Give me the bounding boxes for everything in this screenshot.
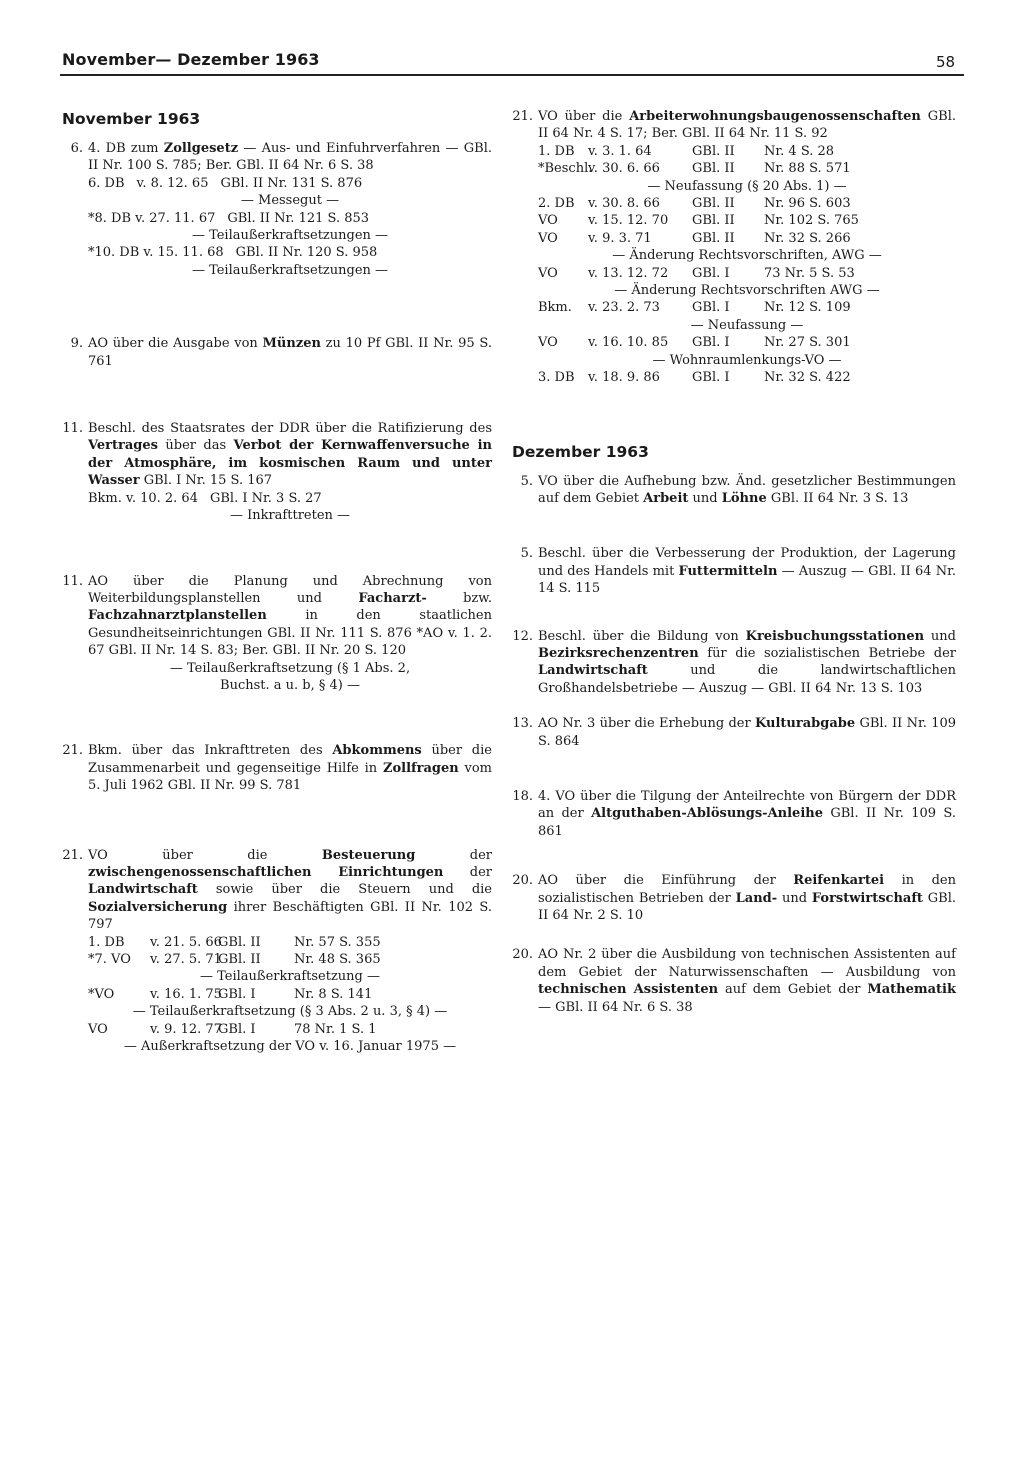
text-run: in den staatlichen Gesundheitseinrichtungen GBl. II Nr. 111 S. 876 *AO v. 1. 2. 67 GBl. II Nr. 14 S. 83; Ber. GBl. II Nr. 20 S. 120 <box>88 608 492 659</box>
amendment-cell: v. 9. 12. 77 <box>150 1021 222 1037</box>
entry-text <box>88 573 492 660</box>
text-run: der <box>443 864 492 880</box>
amendment-cell: v. 3. 1. 64 <box>588 143 652 159</box>
keyword: Bezirksrechenzentren <box>538 645 699 661</box>
amendment-cell: v. 21. 5. 66 <box>150 934 222 950</box>
amendment-cell: VO <box>538 213 558 229</box>
amendment-cell: v. 16. 10. 85 <box>588 335 669 351</box>
entry-amendments <box>88 490 492 525</box>
amendment-cell: GBl. I <box>692 370 730 386</box>
amendment-cell: VO <box>538 335 558 351</box>
amendment-note: Buchst. a u. b, § 4) — <box>220 677 360 693</box>
page-header-title: November— Dezember 1963 <box>62 50 320 69</box>
amendment-row <box>88 951 492 968</box>
text-run: und <box>688 490 722 506</box>
entry-text <box>88 140 492 175</box>
amendment-cell: Nr. 102 S. 765 <box>764 213 859 229</box>
keyword: Zollfragen <box>382 760 459 776</box>
register-entry <box>508 715 956 750</box>
text-run: — Auszug — GBl. II 64 Nr. 14 S. 115 <box>538 563 956 597</box>
entry-text <box>538 108 956 143</box>
keyword: Forstwirtschaft <box>811 890 923 906</box>
text-run: VO über die <box>538 109 630 124</box>
amendment-row <box>88 1021 492 1038</box>
register-entry <box>58 140 492 279</box>
keyword: Arbeiterwohnungsbaugenossenschaften <box>629 109 921 124</box>
text-run: Beschl. über die Bildung von <box>538 628 746 644</box>
amendment-note: — Neufassung (§ 20 Abs. 1) — <box>647 178 847 194</box>
amendment-cell: GBl. II <box>692 213 735 229</box>
keyword: Verbot der Kernwaffenversuche in der Atmosphäre, im kosmischen Raum und unter Wasser <box>88 438 492 489</box>
right-entry-list <box>508 473 956 1017</box>
text-run: sowie über die Steuern und die <box>197 882 492 898</box>
amendment-row <box>538 160 956 177</box>
entry-body <box>88 420 492 524</box>
amendment-cell: Nr. 4 S. 28 <box>764 143 835 159</box>
entry-day: 11. <box>62 421 83 437</box>
keyword: Land- <box>735 890 778 906</box>
entry-body <box>538 715 956 750</box>
amendment-cell: GBl. I <box>218 986 256 1002</box>
entry-text <box>538 715 956 750</box>
text-run: zu 10 Pf GBl. II Nr. 95 S. 761 <box>88 336 492 369</box>
register-entry <box>508 628 956 698</box>
keyword: Altguthaben-Ablösungs-Anleihe <box>591 806 823 822</box>
entry-body <box>88 335 492 370</box>
text-run: der <box>415 847 492 863</box>
text-run: bzw. <box>426 590 492 606</box>
text-run: 4. VO über die Tilgung der Anteilrechte von Bürgern der DDR an der <box>538 788 956 822</box>
amendment-cell: *7. VO <box>88 952 131 967</box>
text-run: über das <box>157 438 234 454</box>
entry-text <box>538 545 956 597</box>
register-entry <box>508 872 956 924</box>
amendment-cell: 1. DB <box>538 143 575 159</box>
amendment-cell: *8. DB v. 27. 11. 67 <box>88 210 216 226</box>
register-entry <box>58 742 492 794</box>
amendment-cell: 3. DB <box>538 370 575 386</box>
text-run: Bkm. über das Inkrafttreten des <box>88 743 333 759</box>
amendment-row <box>538 143 956 160</box>
keyword: Kreisbuchungsstationen <box>745 628 925 644</box>
amendment-note: — Teilaußerkraftsetzung (§ 3 Abs. 2 u. 3, § 4) — <box>132 1004 448 1020</box>
register-entry <box>58 335 492 370</box>
register-entry <box>508 108 956 387</box>
entry-text <box>88 742 492 794</box>
amendment-cell: Nr. 48 S. 365 <box>294 952 381 967</box>
entry-body <box>88 847 492 1056</box>
amendment-row <box>88 175 492 192</box>
text-run: AO über die Einführung der <box>538 873 794 889</box>
text-run: auf dem Gebiet der <box>718 982 868 998</box>
right-column <box>508 108 956 1016</box>
amendment-row <box>538 230 956 247</box>
keyword: Münzen <box>262 336 321 352</box>
entry-amendments <box>88 175 492 279</box>
amendment-cell: Nr. 57 S. 355 <box>294 934 381 950</box>
amendment-note: — Teilaußerkraftsetzungen — <box>191 228 389 244</box>
text-run: und die landwirtschaftlichen Großhandelsbetriebe — Auszug — GBl. II 64 Nr. 13 S. 103 <box>538 663 956 696</box>
entry-body <box>538 545 956 597</box>
amendment-row <box>538 369 956 386</box>
amendment-row <box>88 244 492 261</box>
page-number: 58 <box>936 53 956 71</box>
register-entry <box>508 946 956 1016</box>
amendment-note: — Teilaußerkraftsetzung (§ 1 Abs. 2, <box>169 660 411 676</box>
entry-text <box>538 788 956 840</box>
keyword: Zollgesetz <box>163 141 239 156</box>
entry-day: 5. <box>520 473 533 489</box>
keyword: Fachzahnarztplanstellen <box>88 608 267 624</box>
amendment-cell: 1. DB <box>88 934 125 950</box>
entry-body <box>88 742 492 794</box>
amendment-note: — Wohnraumlenkungs-VO — <box>652 352 842 368</box>
entry-day: 21. <box>62 847 83 863</box>
amendment-cell: VO <box>538 230 558 246</box>
text-run: — Aus- und Einfuhrverfahren — GBl. II Nr. 100 S. 785; Ber. GBl. II 64 Nr. 6 S. 38 <box>88 141 493 174</box>
text-run: Beschl. des Staatsrates der DDR über die Ratifizierung des <box>88 421 492 437</box>
text-run: AO über die Ausgabe von <box>88 336 263 352</box>
keyword: Vertrages <box>88 438 158 454</box>
amendment-cell: *VO <box>88 986 115 1002</box>
amendment-row <box>538 265 956 282</box>
amendment-cell: Bkm. <box>538 300 572 316</box>
amendment-cell: v. 9. 3. 71 <box>588 230 652 246</box>
entry-day: 12. <box>512 628 533 644</box>
amendment-cell: v. 8. 12. 65 <box>136 175 209 191</box>
text-run: und <box>777 890 812 906</box>
entry-body <box>538 473 956 508</box>
amendment-row <box>538 299 956 316</box>
entry-amendments <box>88 934 492 1056</box>
text-run: — GBl. II 64 Nr. 6 S. 38 <box>538 999 693 1015</box>
amendment-cell: Nr. 27 S. 301 <box>764 335 851 351</box>
amendment-cell: GBl. II <box>218 934 261 950</box>
keyword: Löhne <box>721 490 767 506</box>
text-run: und <box>924 628 956 644</box>
entry-body <box>88 140 492 279</box>
entry-amendments <box>88 660 492 695</box>
amendment-cell: 6. DB <box>88 175 125 191</box>
entry-body <box>538 628 956 698</box>
text-run: GBl. II 64 Nr. 3 S. 13 <box>766 490 909 506</box>
amendment-cell: GBl. II Nr. 121 S. 853 <box>227 210 370 226</box>
amendment-cell: GBl. I <box>692 335 730 351</box>
text-run: in den sozialistischen Betrieben der <box>538 873 956 906</box>
text-run: VO über die Aufhebung bzw. Änd. gesetzlicher Bestimmungen auf dem Gebiet <box>538 473 956 506</box>
amendment-cell: VO <box>538 265 558 281</box>
entry-day: 21. <box>512 109 533 124</box>
entry-body <box>88 573 492 695</box>
entry-text <box>88 847 492 934</box>
text-run: AO Nr. 3 über die Erhebung der <box>538 716 756 732</box>
keyword: technischen Assistenten <box>538 982 719 998</box>
amendment-cell: GBl. II Nr. 131 S. 876 <box>220 175 363 191</box>
keyword: Arbeit <box>643 490 689 506</box>
amendment-cell: GBl. II <box>692 230 735 246</box>
amendment-cell: VO <box>88 1021 108 1037</box>
left-column <box>58 110 492 1055</box>
register-entry <box>58 420 492 524</box>
amendment-note: — Änderung Rechtsvorschriften AWG — <box>614 283 880 299</box>
amendment-cell: GBl. I <box>218 1021 256 1037</box>
amendment-cell: GBl. II <box>218 952 261 967</box>
entry-day: 18. <box>512 788 533 804</box>
amendment-cell: GBl. II <box>692 196 735 212</box>
text-run: AO über die Planung und Abrechnung von Weiterbildungsplanstellen und <box>88 573 492 606</box>
amendment-cell: v. 30. 6. 66 <box>588 161 660 177</box>
amendment-row <box>88 490 492 507</box>
amendment-row <box>538 212 956 229</box>
amendment-cell: *10. DB v. 15. 11. 68 <box>88 245 224 261</box>
text-run: GBl. II Nr. 109 S. 864 <box>538 716 957 749</box>
keyword: Kulturabgabe <box>755 716 856 732</box>
amendment-note: — Neufassung — <box>690 317 804 333</box>
text-run: GBl. II Nr. 109 S. 861 <box>538 806 956 839</box>
amendment-cell: v. 23. 2. 73 <box>588 300 660 316</box>
entry-day: 21. <box>62 743 83 759</box>
amendment-cell: GBl. I <box>692 300 730 316</box>
amendment-cell: *Beschl. <box>538 161 593 177</box>
text-run: Beschl. über die Verbesserung der Produktion, der Lagerung und des Handels mit <box>538 546 956 579</box>
amendment-note: — Teilaußerkraftsetzung — <box>199 969 381 985</box>
amendment-cell: v. 13. 12. 72 <box>588 265 669 281</box>
amendment-note: — Außerkraftsetzung der VO v. 16. Januar 1975 — <box>123 1039 457 1055</box>
keyword: Futtermitteln <box>678 563 778 579</box>
keyword: Abkommens <box>332 743 422 759</box>
right-continued-entry <box>508 108 956 387</box>
entry-body <box>538 788 956 840</box>
amendment-cell: v. 15. 12. 70 <box>588 213 669 229</box>
entry-text <box>88 420 492 490</box>
keyword: Mathematik <box>867 982 956 998</box>
amendment-cell: Nr. 88 S. 571 <box>764 161 851 177</box>
entry-text <box>538 628 956 698</box>
keyword: Facharzt- <box>358 590 427 606</box>
amendment-cell: Nr. 32 S. 266 <box>764 230 851 246</box>
entry-text <box>538 946 956 1016</box>
amendment-note: — Teilaußerkraftsetzungen — <box>191 262 389 278</box>
amendment-row <box>538 334 956 351</box>
entry-day: 11. <box>62 573 83 589</box>
entry-day: 20. <box>512 947 533 963</box>
amendment-cell: Nr. 96 S. 603 <box>764 196 851 212</box>
register-entry <box>508 545 956 597</box>
register-entry <box>58 847 492 1056</box>
amendment-row <box>88 934 492 951</box>
entry-day: 5. <box>520 546 533 562</box>
entry-amendments <box>538 143 956 387</box>
amendment-cell: 73 Nr. 5 S. 53 <box>764 265 855 281</box>
text-run: ihrer Beschäftigten GBl. II Nr. 102 S. 797 <box>88 899 492 933</box>
amendment-cell: v. 27. 5. 71 <box>150 952 222 967</box>
amendment-cell: v. 16. 1. 75 <box>150 986 222 1002</box>
amendment-note: — Messegut — <box>240 193 340 209</box>
text-run: vom 5. Juli 1962 GBl. II Nr. 99 S. 781 <box>88 760 492 794</box>
amendment-cell: v. 30. 8. 66 <box>588 196 660 212</box>
text-run: GBl. II 64 Nr. 4 S. 17; Ber. GBl. II 64 Nr. 11 S. 92 <box>538 109 956 142</box>
entry-text <box>538 872 956 924</box>
keyword: zwischengenossenschaftlichen Einrichtungen <box>88 864 444 880</box>
register-entry <box>508 473 956 508</box>
header-rule <box>60 74 964 76</box>
entry-body <box>538 872 956 924</box>
entry-day: 20. <box>512 873 533 889</box>
amendment-cell: GBl. II <box>692 161 735 177</box>
amendment-cell: 78 Nr. 1 S. 1 <box>294 1021 377 1037</box>
amendment-cell: GBl. II <box>692 143 735 159</box>
text-run: GBl. II 64 Nr. 2 S. 10 <box>538 890 956 923</box>
entry-text <box>88 335 492 370</box>
amendment-row <box>538 195 956 212</box>
text-run: VO über die <box>88 847 322 863</box>
section-title-dezember: Dezember 1963 <box>512 442 649 461</box>
amendment-note: — Änderung Rechtsvorschriften, AWG — <box>612 248 882 264</box>
amendment-row <box>88 986 492 1003</box>
entry-day: 6. <box>70 141 83 156</box>
entry-body <box>538 108 956 387</box>
section-title-november: November 1963 <box>62 110 201 128</box>
keyword: Landwirtschaft <box>88 882 198 898</box>
entry-day: 13. <box>512 716 533 732</box>
keyword: Besteuerung <box>321 847 416 863</box>
entry-day: 9. <box>70 336 83 352</box>
keyword: Landwirtschaft <box>538 663 648 679</box>
amendment-note: — Inkrafttreten — <box>229 508 351 524</box>
amendment-cell: v. 18. 9. 86 <box>588 370 660 386</box>
amendment-cell: GBl. II Nr. 120 S. 958 <box>235 245 378 261</box>
register-entry <box>58 573 492 695</box>
left-entry-list <box>58 140 492 1055</box>
entry-body <box>538 946 956 1016</box>
text-run: für die sozialistischen Betriebe der <box>698 645 956 661</box>
text-run: AO Nr. 2 über die Ausbildung von technischen Assistenten auf dem Gebiet der Naturwissenschaften — Ausbildung von <box>538 947 956 980</box>
amendment-cell: Nr. 12 S. 109 <box>764 300 851 316</box>
text-run: 4. DB zum <box>88 141 164 156</box>
entry-text <box>538 473 956 508</box>
amendment-cell: GBl. I Nr. 3 S. 27 <box>209 490 322 506</box>
keyword: Reifenkartei <box>793 873 885 889</box>
keyword: Sozialversicherung <box>88 899 228 915</box>
amendment-cell: 2. DB <box>538 196 575 212</box>
amendment-row <box>88 210 492 227</box>
text-run: über die Zusammenarbeit und gegenseitige Hilfe in <box>88 743 492 776</box>
amendment-cell: Nr. 32 S. 422 <box>764 370 851 386</box>
amendment-cell: GBl. I <box>692 265 730 281</box>
register-entry <box>508 788 956 840</box>
amendment-cell: Nr. 8 S. 141 <box>294 986 373 1002</box>
text-run: GBl. I Nr. 15 S. 167 <box>139 473 273 489</box>
amendment-cell: Bkm. v. 10. 2. 64 <box>88 490 198 506</box>
